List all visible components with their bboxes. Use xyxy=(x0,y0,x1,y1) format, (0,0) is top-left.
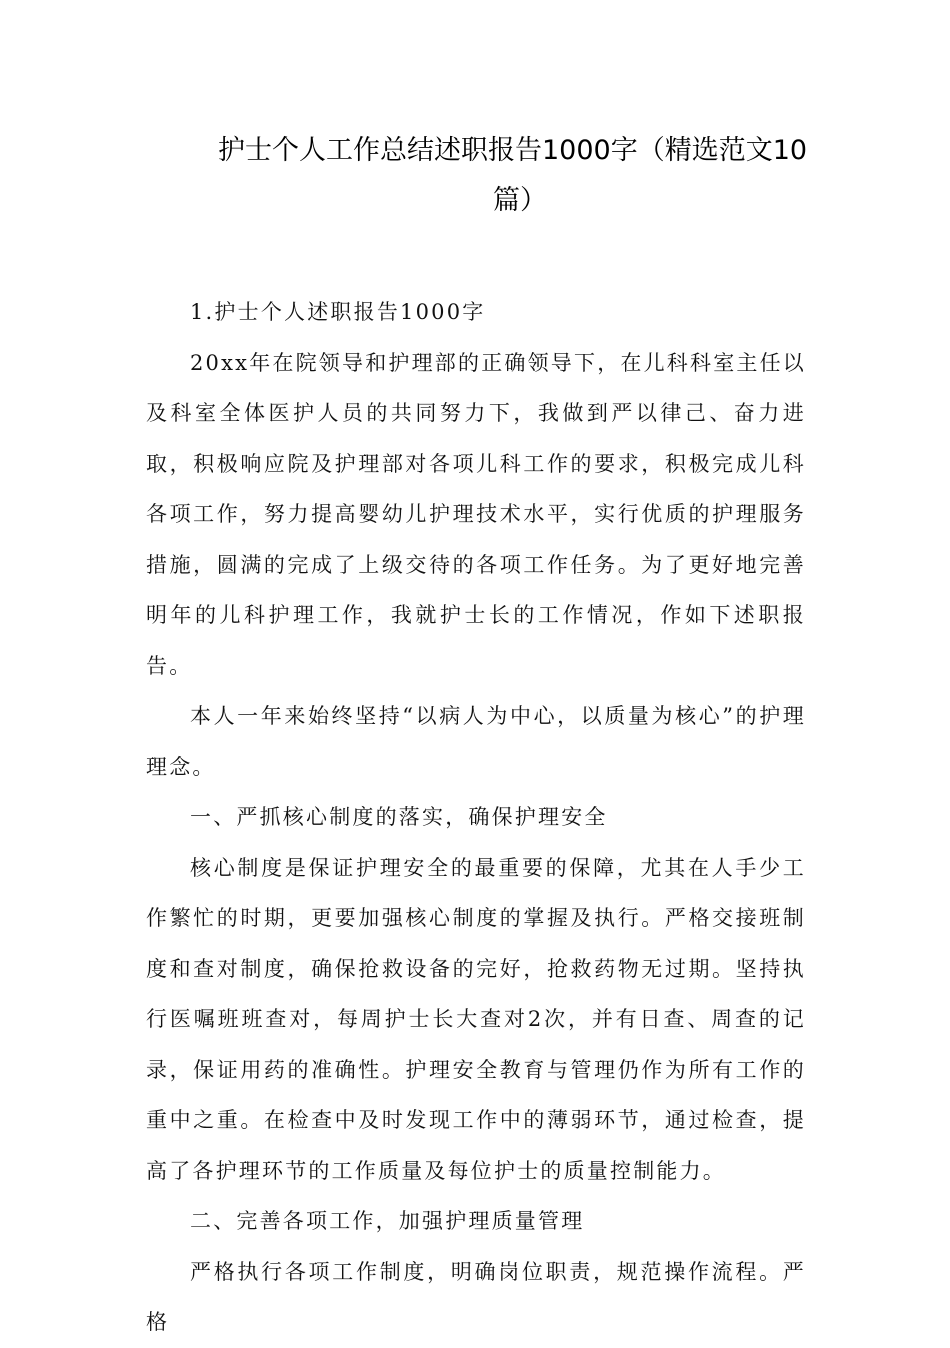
subheading-core-system: 一、严抓核心制度的落实，确保护理安全 xyxy=(190,805,608,829)
document-body xyxy=(146,287,806,1348)
paragraph-core-system: 核心制度是保证护理安全的最重要的保障，尤其在人手少工作繁忙的时期，更要加强核心制度的掌握及执行。严格交接班制度和查对制度，确保抢救设备的完好，抢救药物无过期。坚持执行医嘱班班查对，每周护士长大查对2次，并有日查、周查的记录，保证用药的准确性。护理安全教育与管理仍作为所有工作的重中之重。在检查中及时发现工作中的薄弱环节，通过检查，提高了各护理环节的工作质量及每位护士的质量控制能力。 xyxy=(146,855,806,1183)
document-title xyxy=(140,126,860,226)
title-line-2: 篇） xyxy=(493,185,547,216)
paragraph-intro: 20xx年在院领导和护理部的正确领导下，在儿科科室主任以及科室全体医护人员的共同努力下，我做到严以律己、奋力进取，积极响应院及护理部对各项儿科工作的要求，积极完成儿科各项工作，努力提高婴幼儿护理技术水平，实行优质的护理服务措施，圆满的完成了上级交待的各项工作任务。为了更好地完善明年的儿科护理工作，我就护士长的工作情况，作如下述职报告。 xyxy=(146,350,807,678)
section-heading-1: 1.护士个人述职报告1000字 xyxy=(190,300,486,324)
subheading-quality: 二、完善各项工作，加强护理质量管理 xyxy=(190,1209,585,1233)
paragraph-philosophy: 本人一年来始终坚持“以病人为中心，以质量为核心”的护理理念。 xyxy=(146,704,806,779)
title-line-1: 护士个人工作总结述职报告1000字（精选范文10 xyxy=(218,135,808,166)
paragraph-quality: 严格执行各项工作制度，明确岗位职责，规范操作流程。严格 xyxy=(146,1259,806,1334)
